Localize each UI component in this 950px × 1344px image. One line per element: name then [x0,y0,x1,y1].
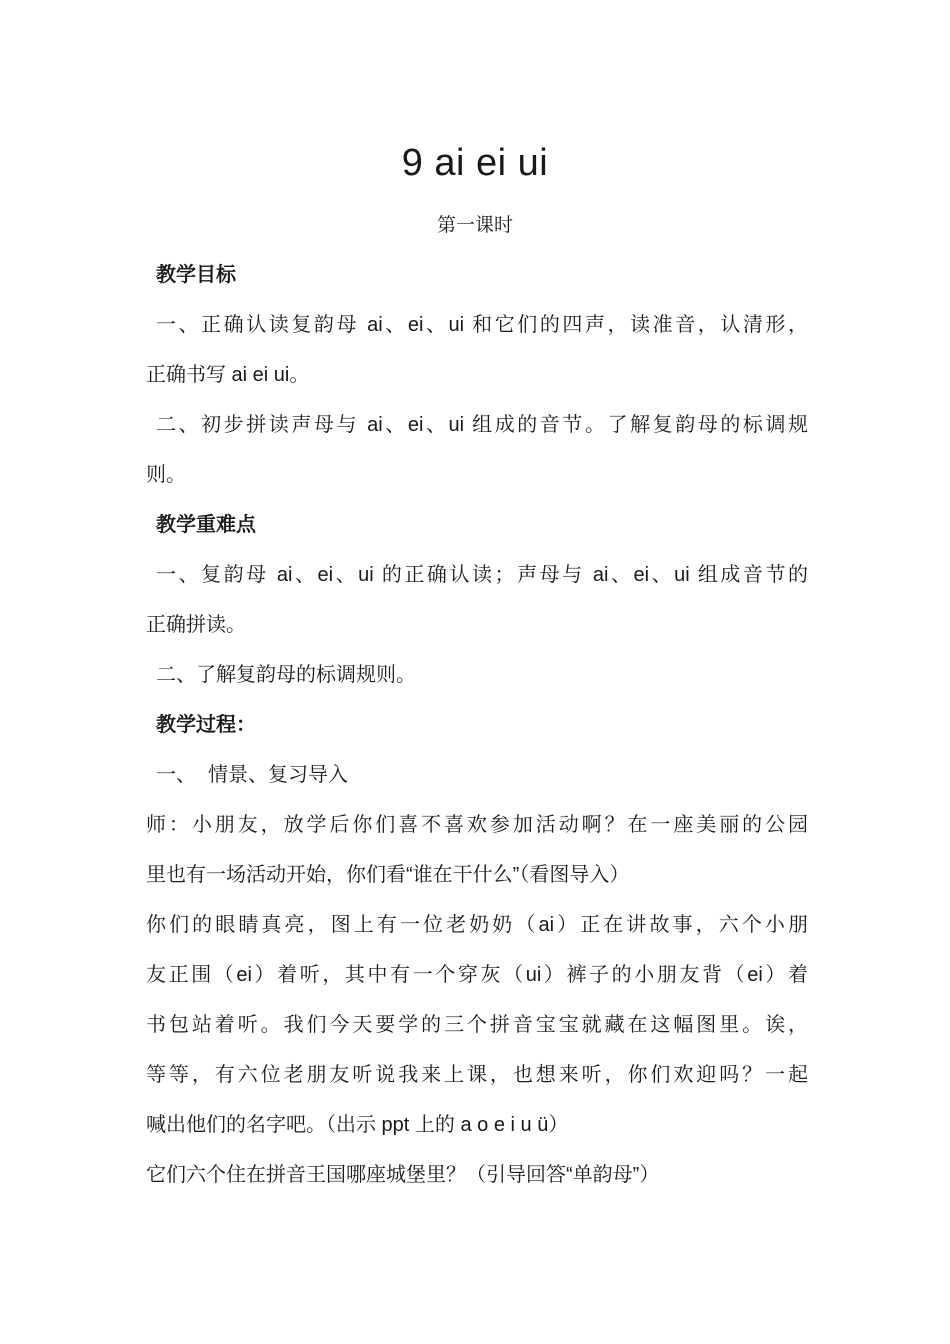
key-2-line-1: 二、了解复韵母的标调规则。 [156,664,416,686]
goal-2-line-1: 二、初步拼读声母与 ai、ei、ui 组成的音节。了解复韵母的标调规 [156,414,808,436]
document-body [146,262,808,1212]
paragraph-2-line-3: 书包站着听。我们今天要学的三个拼音宝宝就藏在这幅图里。诶， [146,1014,808,1036]
paragraph-2-line-1: 你们的眼睛真亮，图上有一位老奶奶（ai）正在讲故事，六个小朋 [146,914,808,936]
step-1-heading [146,762,808,812]
paragraph-2-line-4: 等等，有六位老朋友听说我来上课，也想来听，你们欢迎吗？一起 [146,1064,808,1086]
paragraph-1-line-1: 师：小朋友，放学后你们喜不喜欢参加活动啊？在一座美丽的公园 [146,814,808,836]
paragraph-2-line-5: 喊出他们的名字吧。（出示 ppt 上的 a o e i u ü） [146,1114,569,1136]
paragraph-1-line-2: 里也有一场活动开始，你们看“谁在干什么”（看图导入） [146,864,630,886]
process-heading: 教学过程： [156,714,256,736]
key-1-line-1: 一、复韵母 ai、ei、ui 的正确认读；声母与 ai、ei、ui 组成音节的 [156,564,808,586]
step-1-number: 一、 [156,764,196,786]
key-points-heading: 教学重难点 [156,514,256,536]
lesson-period: 第一课时 [436,215,513,236]
document-title: 9 ai ei ui [401,142,549,184]
step-1-label: 情景、复习导入 [208,764,348,786]
paragraph-3-line-1: 它们六个住在拼音王国哪座城堡里？（引导回答“单韵母”） [146,1164,660,1186]
key-1-line-2: 正确拼读。 [146,614,246,636]
goal-2-line-2: 则。 [146,464,186,486]
goals-heading: 教学目标 [156,264,236,286]
goal-1-line-1: 一、正确认读复韵母 ai、ei、ui 和它们的四声，读准音，认清形， [156,314,808,336]
goal-1-line-2: 正确书写 ai ei ui。 [146,364,310,386]
paragraph-2-line-2: 友正围（ei）着听，其中有一个穿灰（ui）裤子的小朋友背（ei）着 [146,964,808,986]
